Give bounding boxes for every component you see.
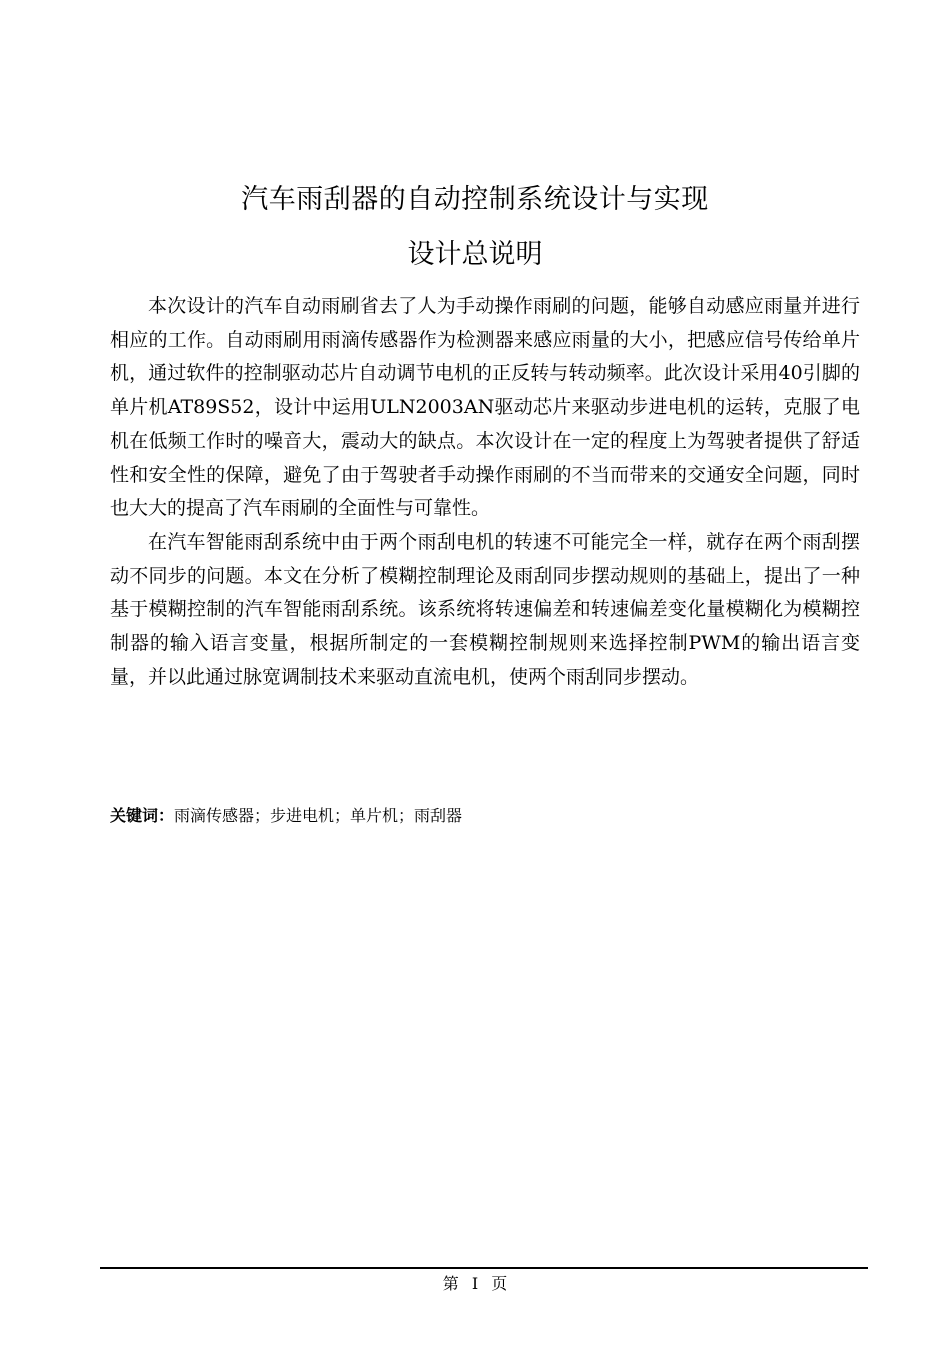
abstract-paragraph-2: 在汽车智能雨刮系统中由于两个雨刮电机的转速不可能完全一样，就存在两个雨刮摆动不同步的问题。本文在分析了模糊控制理论及雨刮同步摆动规则的基础上，提出了一种基于模糊控制的汽车智能雨刮系统。该系统将转速偏差和转速偏差变化量模糊化为模糊控制器的输入语言变量，根据所制定的一套模糊控制规则来选择控制PWM的输出语言变量，并以此通过脉宽调制技术来驱动直流电机，使两个雨刮同步摆动。 bbox=[110, 530, 860, 688]
document-title: 汽车雨刮器的自动控制系统设计与实现 bbox=[241, 184, 709, 215]
keywords-text: 雨滴传感器；步进电机；单片机；雨刮器 bbox=[174, 806, 463, 825]
keywords-line bbox=[110, 802, 860, 830]
abstract-paragraph-1: 本次设计的汽车自动雨刷省去了人为手动操作雨刷的问题，能够自动感应雨量并进行相应的工作。自动雨刷用雨滴传感器作为检测器来感应雨量的大小，把感应信号传给单片机，通过软件的控制驱动芯片自动调节电机的正反转与转动频率。此次设计采用40引脚的单片机AT89S52，设计中运用ULN2003AN驱动芯片来驱动步进电机的运转，克服了电机在低频工作时的噪音大，震动大的缺点。本次设计在一定的程度上为驾驶者提供了舒适性和安全性的保障，避免了由于驾驶者手动操作雨刷的不当而带来的交通安全问题，同时也大大的提高了汽车雨刷的全面性与可靠性。 bbox=[110, 295, 860, 520]
page-number: 第 I 页 bbox=[442, 1274, 508, 1293]
abstract-body bbox=[110, 290, 860, 694]
footer-divider bbox=[100, 1267, 868, 1269]
keywords-label: 关键词： bbox=[110, 806, 175, 825]
document-subtitle: 设计总说明 bbox=[407, 239, 543, 270]
